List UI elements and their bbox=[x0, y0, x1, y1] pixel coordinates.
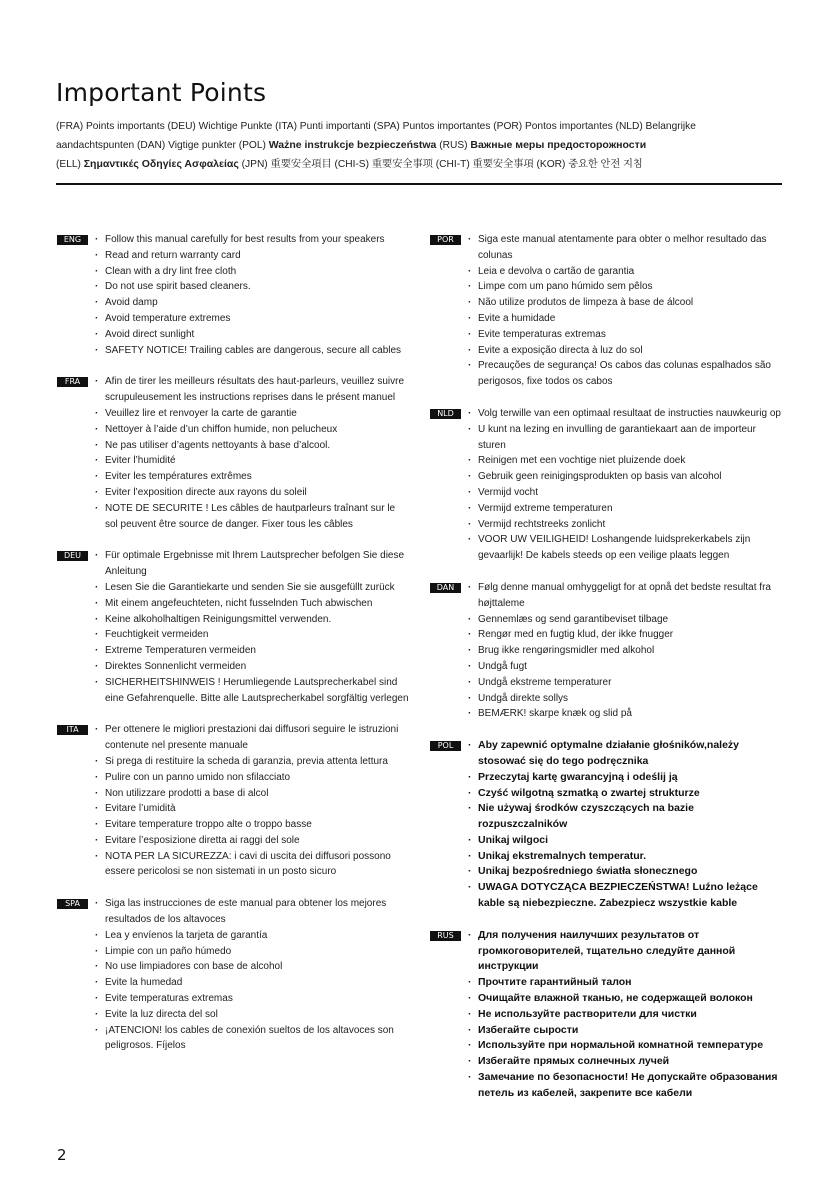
language-badge: POR bbox=[430, 235, 461, 245]
instruction-item: · SAFETY NOTICE! Trailing cables are dangerous, secure all cables bbox=[95, 343, 409, 359]
instruction-item: · Undgå direkte sollys bbox=[468, 691, 782, 707]
language-badge: DAN bbox=[430, 583, 461, 593]
instruction-item: · Eviter l’humidité bbox=[95, 453, 409, 469]
instruction-item: · Evite la luz directa del sol bbox=[95, 1007, 409, 1023]
instruction-item: · Избегайте сырости bbox=[468, 1023, 782, 1039]
instruction-item: · Vermijd rechtstreeks zonlicht bbox=[468, 517, 782, 533]
instruction-item: · Избегайте прямых солнечных лучей bbox=[468, 1054, 782, 1070]
instruction-item: · Unikaj wilgoci bbox=[468, 833, 782, 849]
instruction-list bbox=[468, 406, 782, 564]
section-nld bbox=[430, 406, 782, 564]
instruction-item: · Per ottenere le migliori prestazioni dai diffusori seguire le istruzioni contenute nel presente manuale bbox=[95, 722, 409, 754]
instruction-item: · Rengør med en fugtig klud, der ikke fnugger bbox=[468, 627, 782, 643]
left-column bbox=[57, 232, 409, 1054]
language-line-2 bbox=[56, 136, 786, 155]
instruction-item: · Lesen Sie die Garantiekarte und senden Sie sie ausgefüllt zurück bbox=[95, 580, 409, 596]
instruction-item: · Используйте при нормальной комнатной температуре bbox=[468, 1038, 782, 1054]
instruction-item: · Замечание по безопасности! Не допускайте образования петель из кабелей, закрепите все кабели bbox=[468, 1070, 782, 1102]
instruction-item: · Read and return warranty card bbox=[95, 248, 409, 264]
instruction-item: · Unikaj bezpośredniego światła słonecznego bbox=[468, 864, 782, 880]
instruction-list bbox=[468, 928, 782, 1102]
instruction-list bbox=[468, 580, 782, 722]
instruction-list bbox=[468, 232, 782, 390]
instruction-item: · Evite a humidade bbox=[468, 311, 782, 327]
instruction-item: · Nie używaj środków czyszczących na bazie rozpuszczalników bbox=[468, 801, 782, 833]
instruction-item: · Veuillez lire et renvoyer la carte de garantie bbox=[95, 406, 409, 422]
instruction-item: · Aby zapewnić optymalne działanie głośników,należy stosować się do tego podręcznika bbox=[468, 738, 782, 770]
instruction-item: · Siga este manual atentamente para obter o melhor resultado das colunas bbox=[468, 232, 782, 264]
instruction-item: · Følg denne manual omhyggeligt for at opnå det bedste resultat fra højttaleme bbox=[468, 580, 782, 612]
instruction-item: · BEMÆRK! skarpe knæk og slid på bbox=[468, 706, 782, 722]
instruction-list bbox=[95, 896, 409, 1054]
instruction-item: · Очищайте влажной тканью, не содержащей волокон bbox=[468, 991, 782, 1007]
instruction-item: · Для получения наилучших результатов от громкоговорителей, тщательно следуйте данной инструкции bbox=[468, 928, 782, 975]
instruction-item: · Unikaj ekstremalnych temperatur. bbox=[468, 849, 782, 865]
instruction-list bbox=[95, 232, 409, 358]
instruction-item: · Eviter l’exposition directe aux rayons du soleil bbox=[95, 485, 409, 501]
instruction-item: · Eviter les températures extrêmes bbox=[95, 469, 409, 485]
page-title: Important Points bbox=[56, 78, 267, 107]
language-badge: NLD bbox=[430, 409, 461, 419]
instruction-item: · Non utilizzare prodotti a base di alcol bbox=[95, 786, 409, 802]
section-dan bbox=[430, 580, 782, 722]
instruction-item: · Si prega di restituire la scheda di garanzia, previa attenta lettura bbox=[95, 754, 409, 770]
language-badge: DEU bbox=[57, 551, 88, 561]
instruction-item: · Limpe com um pano húmido sem pêlos bbox=[468, 279, 782, 295]
instruction-item: · Avoid temperature extremes bbox=[95, 311, 409, 327]
instruction-item: · NOTE DE SECURITE ! Les câbles de hautparleurs traînant sur le sol peuvent être source de danger. Fixer tous les câbles bbox=[95, 501, 409, 533]
section-eng bbox=[57, 232, 409, 358]
instruction-item: · Undgå ekstreme temperaturer bbox=[468, 675, 782, 691]
instruction-item: · Direktes Sonnenlicht vermeiden bbox=[95, 659, 409, 675]
instruction-item: · NOTA PER LA SICUREZZA: i cavi di uscita dei diffusori possono essere pericolosi se non sistemati in un posto sicuro bbox=[95, 849, 409, 881]
instruction-item: · Przeczytaj kartę gwarancyjną i odeślij ją bbox=[468, 770, 782, 786]
rus-label: (RUS) bbox=[436, 140, 471, 151]
pol-title: Ważne instrukcje bezpieczeństwa bbox=[268, 139, 437, 151]
instruction-item: · Nettoyer à l’aide d’un chiffon humide, non pelucheux bbox=[95, 422, 409, 438]
instruction-item: · SICHERHEITSHINWEIS ! Herumliegende Lautsprecherkabel sind eine Gefahrenquelle. Bitte alle Lautsprecherkabel sorgfältig verlegen bbox=[95, 675, 409, 707]
right-column bbox=[430, 232, 782, 1102]
language-line-2-text: aandachtspunten (DAN) Vigtige punkter (POL) bbox=[56, 140, 269, 151]
instruction-item: · Extreme Temperaturen vermeiden bbox=[95, 643, 409, 659]
instruction-item: · No use limpiadores con base de alcohol bbox=[95, 959, 409, 975]
section-por bbox=[430, 232, 782, 390]
instruction-item: · Limpie con un paño húmedo bbox=[95, 944, 409, 960]
instruction-item: · Brug ikke rengøringsmidler med alkohol bbox=[468, 643, 782, 659]
section-pol bbox=[430, 738, 782, 912]
instruction-item: · Evite temperaturas extremas bbox=[95, 991, 409, 1007]
instruction-item: · Evite temperaturas extremas bbox=[468, 327, 782, 343]
instruction-item: · Evitare temperature troppo alte o troppo basse bbox=[95, 817, 409, 833]
instruction-item: · Undgå fugt bbox=[468, 659, 782, 675]
instruction-item: · Ne pas utiliser d’agents nettoyants à base d’alcool. bbox=[95, 438, 409, 454]
section-deu bbox=[57, 548, 409, 706]
instruction-item: · Do not use spirit based cleaners. bbox=[95, 279, 409, 295]
instruction-item: · Keine alkoholhaltigen Reinigungsmittel verwenden. bbox=[95, 612, 409, 628]
instruction-item: · Vermijd extreme temperaturen bbox=[468, 501, 782, 517]
instruction-item: · Evitare l’umidità bbox=[95, 801, 409, 817]
section-fra bbox=[57, 374, 409, 532]
instruction-item: · Evite la humedad bbox=[95, 975, 409, 991]
language-badge: POL bbox=[430, 741, 461, 751]
instruction-item: · ¡ATENCION! los cables de conexión sueltos de los altavoces son peligrosos. Fíjelos bbox=[95, 1023, 409, 1055]
instruction-item: · Reinigen met een vochtige niet pluizende doek bbox=[468, 453, 782, 469]
language-badge: ENG bbox=[57, 235, 88, 245]
instruction-item: · Evite a exposição directa à luz do sol bbox=[468, 343, 782, 359]
instruction-item: · Precauções de segurança! Os cabos das colunas espalhados são perigosos, fixe todos os cabos bbox=[468, 358, 782, 390]
instruction-item: · Avoid direct sunlight bbox=[95, 327, 409, 343]
section-ita bbox=[57, 722, 409, 880]
instruction-item: · Avoid damp bbox=[95, 295, 409, 311]
section-rus bbox=[430, 928, 782, 1102]
instruction-item: · VOOR UW VEILIGHEID! Loshangende luidsprekerkabels zijn gevaarlijk! De kabels steeds op een veilige plaats leggen bbox=[468, 532, 782, 564]
instruction-item: · Leia e devolva o cartão de garantia bbox=[468, 264, 782, 280]
instruction-list bbox=[468, 738, 782, 912]
instruction-item: · Siga las instrucciones de este manual para obtener los mejores resultados de los altavoces bbox=[95, 896, 409, 928]
instruction-item: · Vermijd vocht bbox=[468, 485, 782, 501]
instruction-item: · UWAGA DOTYCZĄCA BEZPIECZEŃSTWA! Luźno leżące kable są niebezpieczne. Zabezpiecz wszystkie kable bbox=[468, 880, 782, 912]
header-divider bbox=[56, 183, 782, 185]
language-badge: SPA bbox=[57, 899, 88, 909]
instruction-item: · Evitare l’esposizione diretta ai raggi del sole bbox=[95, 833, 409, 849]
instruction-item: · Lea y envíenos la tarjeta de garantía bbox=[95, 928, 409, 944]
language-badge: RUS bbox=[430, 931, 461, 941]
rus-title: Важные меры предосторожности bbox=[470, 139, 647, 151]
instruction-item: · Follow this manual carefully for best results from your speakers bbox=[95, 232, 409, 248]
instruction-item: · Não utilize produtos de limpeza à base de álcool bbox=[468, 295, 782, 311]
page-number: 2 bbox=[57, 1146, 67, 1164]
instruction-item: · Прочтите гарантийный талон bbox=[468, 975, 782, 991]
instruction-item: · Clean with a dry lint free cloth bbox=[95, 264, 409, 280]
instruction-list bbox=[95, 548, 409, 706]
instruction-item: · Afin de tirer les meilleurs résultats des haut-parleurs, veuillez suivre scrupuleusement les instructions reprises dans le présent manuel bbox=[95, 374, 409, 406]
language-line-1: (FRA) Points importants (DEU) Wichtige Punkte (ITA) Punti importanti (SPA) Puntos importantes (POR) Pontos importantes (NLD) Belangrijke bbox=[56, 121, 696, 132]
instruction-item: · Не используйте растворители для чистки bbox=[468, 1007, 782, 1023]
instruction-item: · Mit einem angefeuchteten, nicht fusselnden Tuch abwischen bbox=[95, 596, 409, 612]
language-badge: FRA bbox=[57, 377, 88, 387]
ell-label: (ELL) bbox=[56, 159, 84, 170]
section-spa bbox=[57, 896, 409, 1054]
instruction-item: · Pulire con un panno umido non sfilacciato bbox=[95, 770, 409, 786]
language-line-3 bbox=[56, 155, 786, 174]
language-badge: ITA bbox=[57, 725, 88, 735]
language-line-3-text: (JPN) 重要安全項目 (CHI-S) 重要安全事项 (CHI-T) 重要安全事項 (KOR) 중요한 안전 지침 bbox=[238, 159, 643, 170]
instruction-item: · Für optimale Ergebnisse mit Ihrem Lautsprecher befolgen Sie diese Anleitung bbox=[95, 548, 409, 580]
instruction-list bbox=[95, 722, 409, 880]
instruction-item: · Czyść wilgotną szmatką o zwartej strukturze bbox=[468, 786, 782, 802]
ell-title: Σημαντικές Οδηγίες Ασφαλείας bbox=[83, 158, 239, 170]
language-titles bbox=[56, 118, 786, 174]
instruction-item: · U kunt na lezing en invulling de garantiekaart aan de importeur sturen bbox=[468, 422, 782, 454]
instruction-item: · Feuchtigkeit vermeiden bbox=[95, 627, 409, 643]
instruction-item: · Volg terwille van een optimaal resultaat de instructies nauwkeurig op bbox=[468, 406, 782, 422]
instruction-item: · Gebruik geen reinigingsprodukten op basis van alcohol bbox=[468, 469, 782, 485]
instruction-item: · Gennemlæs og send garantibeviset tilbage bbox=[468, 612, 782, 628]
instruction-list bbox=[95, 374, 409, 532]
